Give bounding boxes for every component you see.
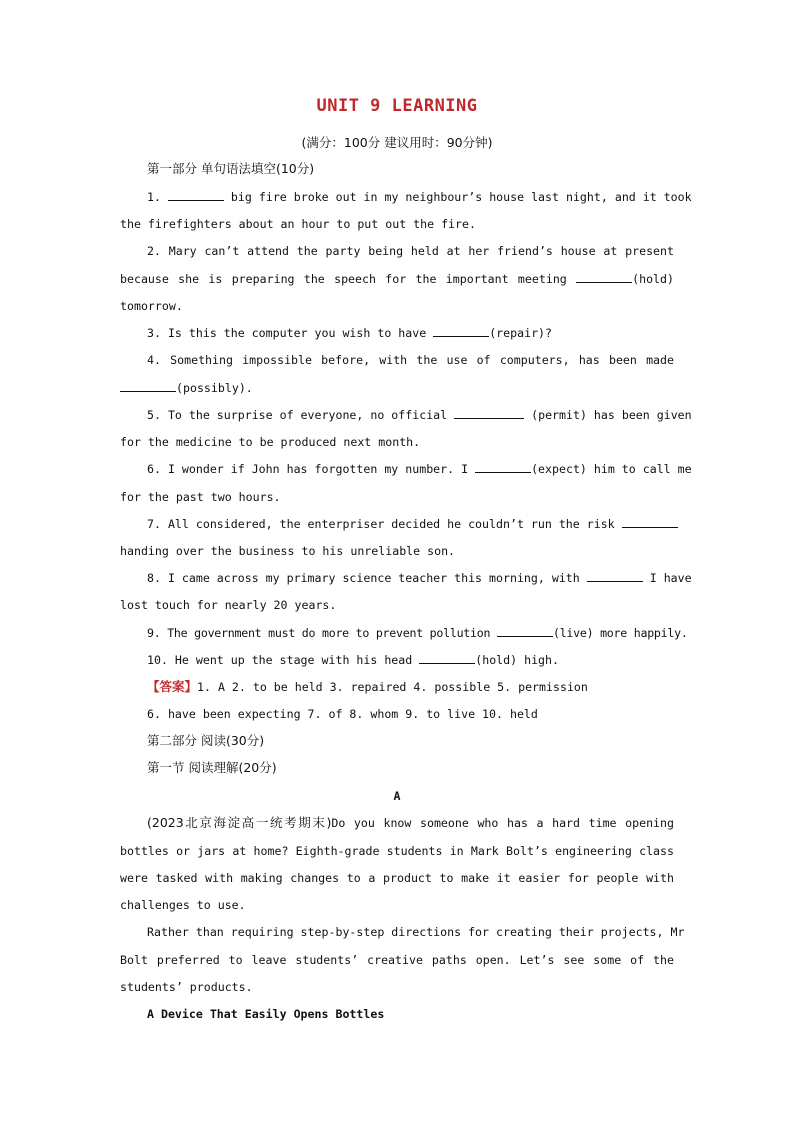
passage-p1-line-1: (2023北京海淀高一统考期末)Do you know someone who has a hard time opening [147, 815, 674, 830]
answer-blank [120, 380, 176, 392]
passage-p2-line-1: Rather than requiring step-by-step directions for creating their projects, Mr [147, 925, 685, 939]
passage-p1-line-3: were tasked with making changes to a product to make it easier for people with [120, 871, 674, 885]
page-title: UNIT 9 LEARNING [316, 96, 478, 116]
question-1-line-1: 1. big fire broke out in my neighbour’s house last night, and it took [147, 190, 692, 204]
question-2-line-1: 2. Mary can’t attend the party being held at her friend’s house at present [147, 244, 674, 258]
passage-p2-line-3: students’ products. [120, 980, 253, 994]
question-4-line-2: (possibly). [120, 379, 674, 397]
part2-heading: 第二部分 阅读(30分) [147, 733, 265, 748]
answer-blank [576, 271, 632, 283]
question-9: 9. The government must do more to prevent pollution (live) more happily. [147, 626, 688, 640]
answer-blank [454, 407, 524, 419]
answer-blank [475, 461, 531, 473]
passage-p1-line-4: challenges to use. [120, 898, 246, 912]
question-7-line-1: 7. All considered, the enterpriser decided he couldn’t run the risk [147, 515, 674, 533]
passage-label: A [393, 789, 401, 803]
part1-heading: 第一部分 单句语法填空(10分) [147, 161, 315, 176]
answer-blank [497, 625, 553, 637]
answer-blank [419, 652, 475, 664]
question-8-line-1: 8. I came across my primary science teacher this morning, with I have [147, 571, 692, 585]
question-5-line-1: 5. To the surprise of everyone, no official (permit) has been given [147, 408, 692, 422]
question-2-line-2: because she is preparing the speech for the important meeting (hold) [120, 272, 674, 286]
passage-source: (2023北京海淀高一统考期末) [147, 815, 332, 830]
answer-blank [622, 516, 678, 528]
question-4-line-1: 4. Something impossible before, with the use of computers, has been made [147, 353, 674, 367]
question-5-line-2: for the medicine to be produced next month. [120, 435, 421, 449]
question-8-line-2: lost touch for nearly 20 years. [120, 598, 337, 612]
passage-subheading: A Device That Easily Opens Bottles [147, 1007, 385, 1021]
passage-p2-line-2: Bolt preferred to leave students’ creative paths open. Let’s see some of the [120, 953, 674, 967]
passage-p1-line-2: bottles or jars at home? Eighth-grade students in Mark Bolt’s engineering class [120, 844, 674, 858]
answer-blank [587, 570, 643, 582]
section1-heading: 第一节 阅读理解(20分) [147, 760, 277, 775]
answer-key-line-2: 6. have been expecting 7. of 8. whom 9. to live 10. held [147, 707, 538, 721]
question-7-line-2: handing over the business to his unreliable son. [120, 544, 456, 558]
question-6-line-2: for the past two hours. [120, 490, 281, 504]
answer-tag: 【答案】 [147, 679, 198, 694]
answer-key-line-1: 【答案】1. A 2. to be held 3. repaired 4. possible 5. permission [147, 679, 588, 694]
answer-blank [433, 325, 489, 337]
question-10: 10. He went up the stage with his head (hold) high. [147, 653, 559, 667]
question-2-line-3: tomorrow. [120, 299, 183, 313]
answer-blank [168, 189, 224, 201]
question-1-line-2: the firefighters about an hour to put out the fire. [120, 217, 476, 231]
question-3: 3. Is this the computer you wish to have (repair)? [147, 326, 553, 340]
page-subtitle: (满分：100分 建议用时：90分钟) [301, 135, 493, 150]
question-6-line-1: 6. I wonder if John has forgotten my number. I (expect) him to call me [147, 462, 692, 476]
